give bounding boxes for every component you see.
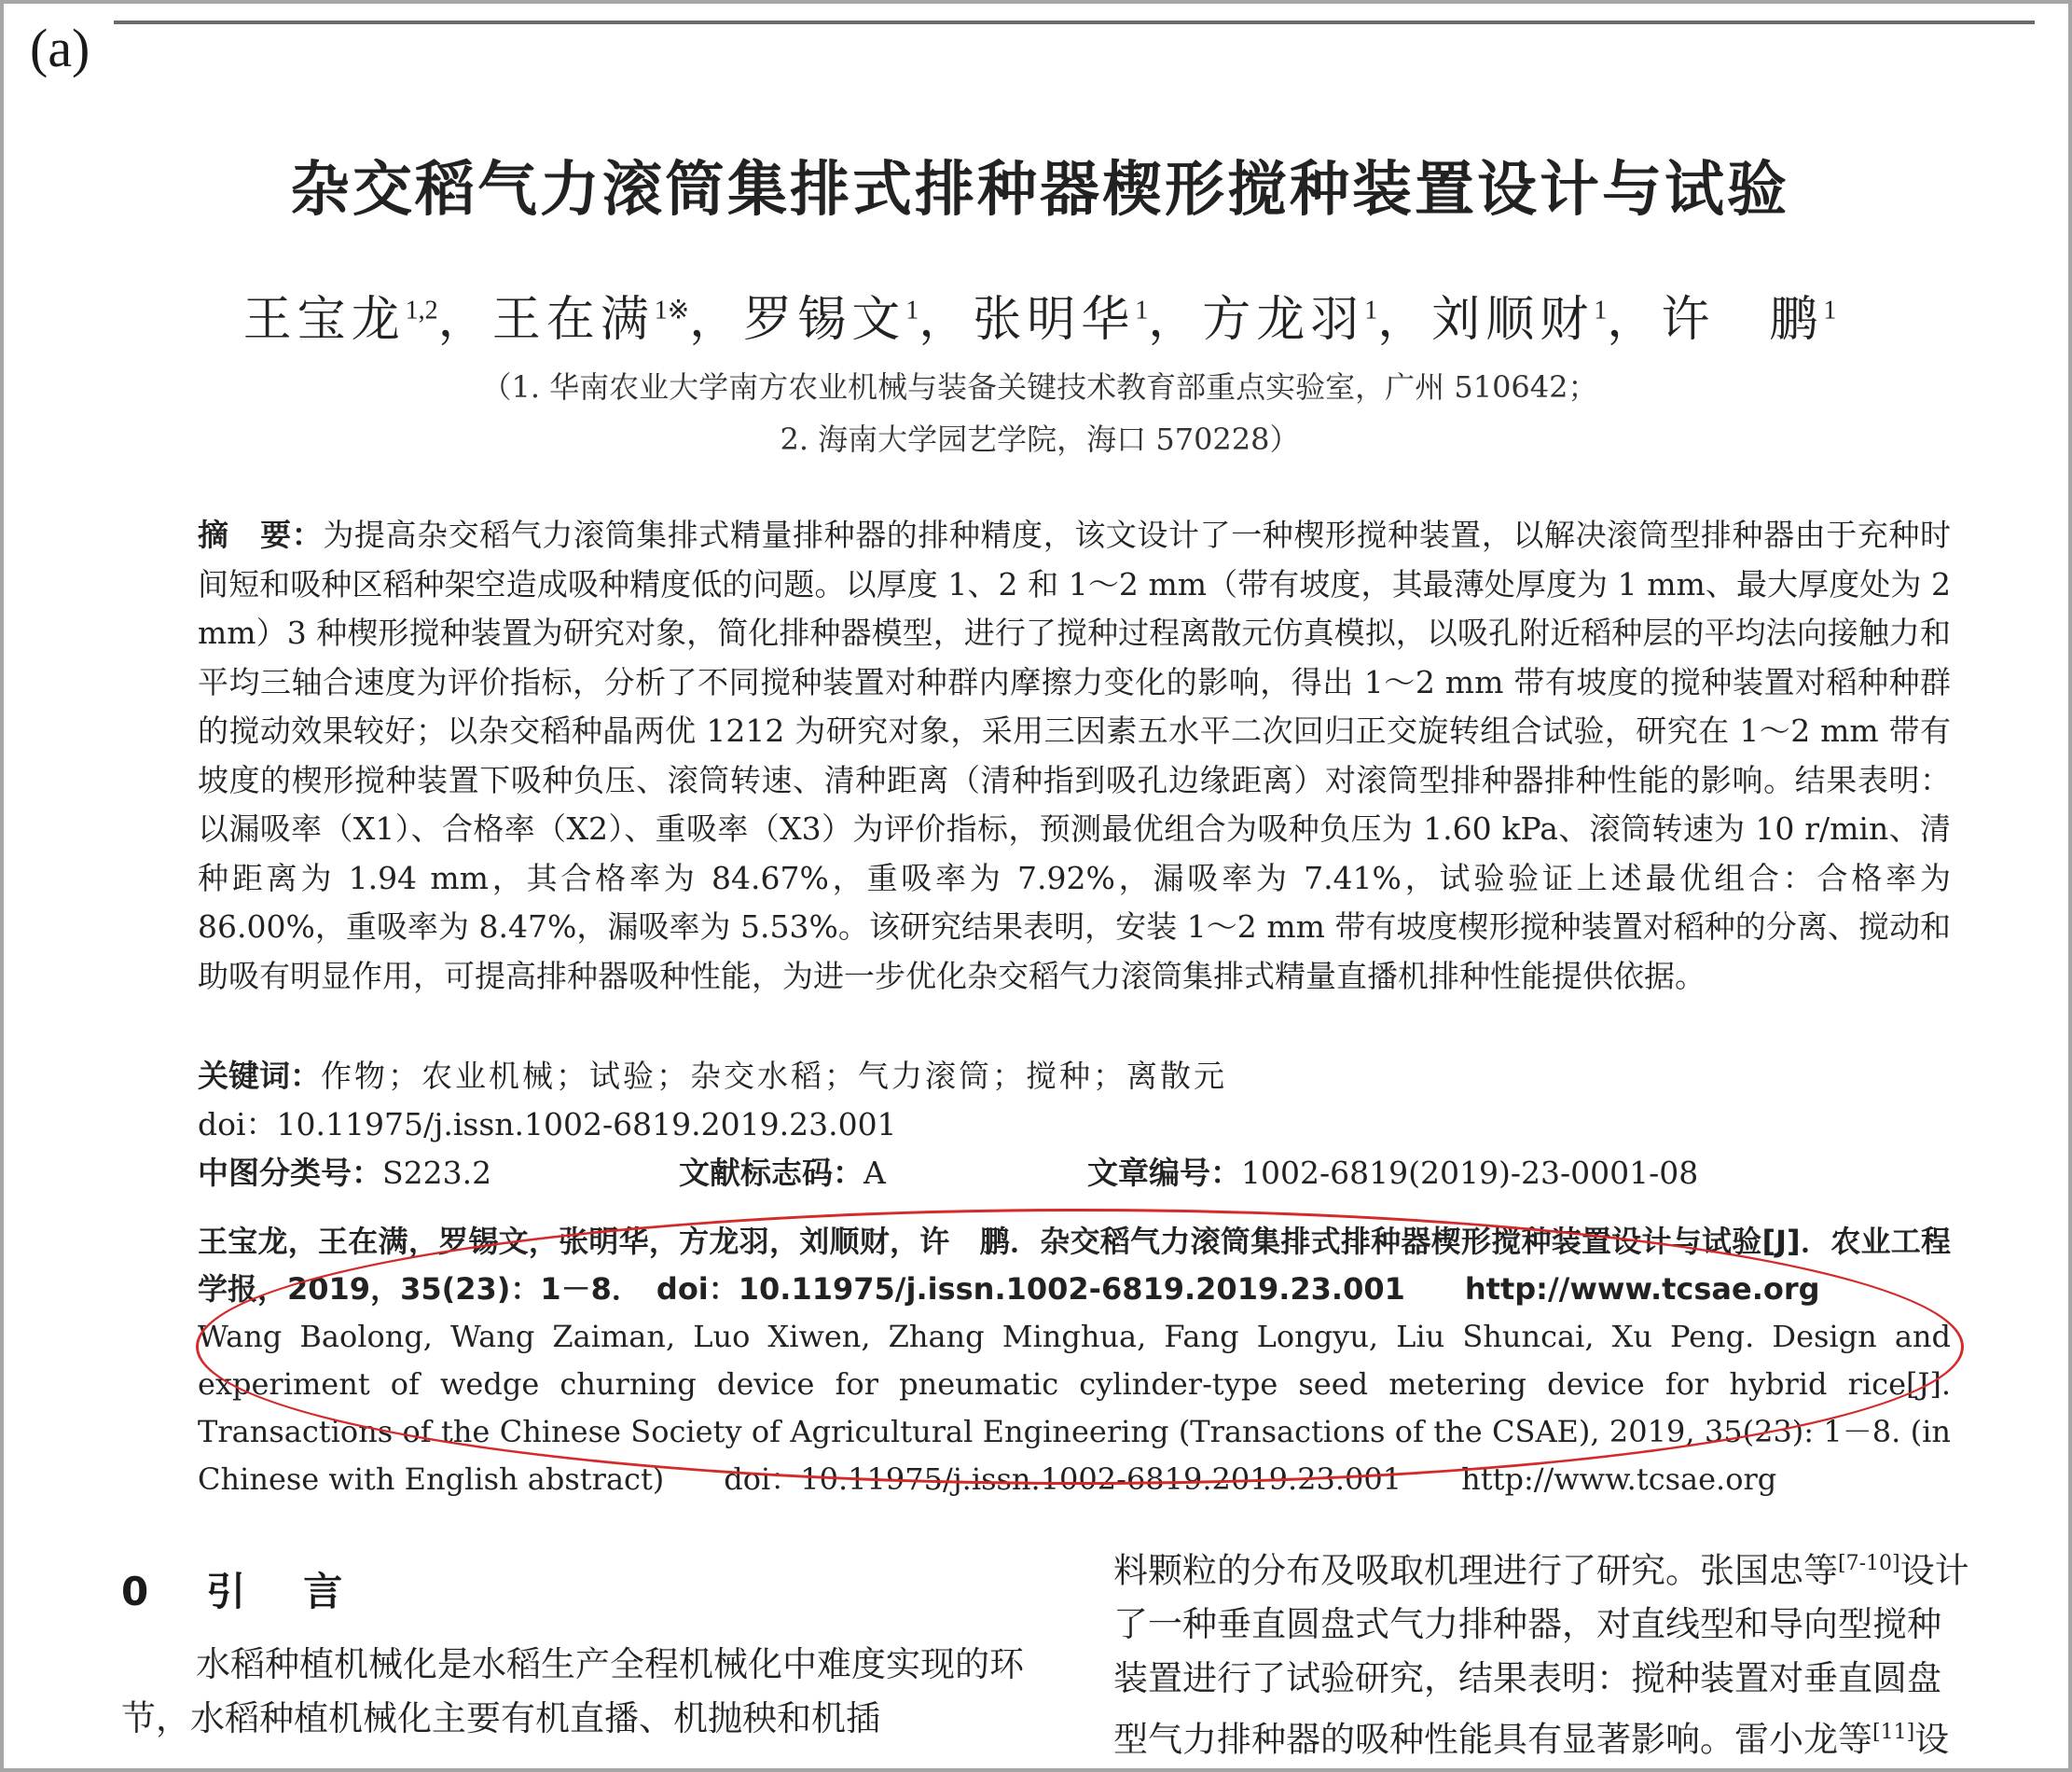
affiliation-1: （1. 华南农业大学南方农业机械与装备关键技术教育部重点实验室，广州 510642； [481,369,1598,405]
author-name: 罗锡文 [743,292,906,348]
right-line-4-tail: 设 [1914,1719,1950,1760]
right-line-1-tail: 设计 [1899,1550,1969,1591]
header-rule [114,21,2035,24]
right-column-line-2: 了一种垂直圆盘式气力排种器，对直线型和导向型搅种 [1113,1604,1941,1645]
clc-label: 中图分类号： [198,1155,382,1191]
author-affiliation-marker: 1 [1135,296,1149,325]
author-separator: ， [1607,292,1662,348]
author-name: 王宝龙 [242,292,406,348]
panel-label: (a) [30,18,90,78]
citation-english: Wang Baolong, Wang Zaiman, Luo Xiwen, Zhang Minghua, Fang Longyu, Liu Shuncai, Xu Peng. Design and experiment of wedge churning device for pneumatic cylinder-type seed metering device for hybrid rice[J]. Transactions of the Chinese Society of Agricultural Engineering (Transactions of the CSAE), 2019, 35(23): 1－8. (in Chinese with English abstract) doi：10.11975/j.issn.1002-6819.2019.23.001 http://www.tcsae.org [198,1319,1951,1497]
article-no-label: 文章编号： [1087,1155,1241,1191]
keywords-label: 关键词： [198,1058,321,1094]
author-separator: ， [437,292,492,348]
right-line-1-text: 料颗粒的分布及吸取机理进行了研究。张国忠等 [1113,1550,1838,1591]
reference-marker-2: [11] [1872,1721,1915,1745]
right-column-line-4 [1113,1706,2027,1766]
doc-code-line [679,1149,886,1193]
author-separator: ， [689,292,744,348]
keywords-line [198,1052,1227,1096]
author-affiliation-marker: 1 [905,296,919,325]
author-list [4,280,2072,350]
right-column-text [1113,1537,2027,1767]
affiliation-2: 2. 海南大学园艺学院，海口 570228） [780,422,1300,457]
doc-code-label: 文献标志码： [679,1155,863,1191]
author-name: 张明华 [973,292,1136,348]
classification-line [198,1149,491,1193]
abstract [198,511,1951,1001]
abstract-text: 为提高杂交稻气力滚筒集排式精量排种器的排种精度，该文设计了一种楔形搅种装置，以解决滚筒型排种器由于充种时间短和吸种区稻种架空造成吸种精度低的问题。以厚度 1、2 和 1～2 mm（带有坡度，其最薄处厚度为 1 mm、最大厚度处为 2 mm）3 种楔形搅种装置为研究对象，简化排种器模型，进行了搅种过程离散元仿真模拟，以吸孔附近稻种层的平均法向接触力和平均三轴合速度为评价指标，分析了不同搅种装置对种群内摩擦力变化的影响，得出 1～2 mm 带有坡度的搅种装置对稻种种群的搅动效果较好；以杂交稻种晶两优 1212 为研究对象，采用三因素五水平二次回归正交旋转组合试验，研究在 1～2 mm 带有坡度的楔形搅种装置下吸种负压、滚筒转速、清种距离（清种指到吸孔边缘距离）对滚筒型排种器排种性能的影响。结果表明：以漏吸率（X1）、合格率（X2）、重吸率（X3）为评价指标，预测最优组合为吸种负压为 1.60 kPa、滚筒转速为 10 r/min、清种距离为 1.94 mm，其合格率为 84.67%，重吸率为 7.92%，漏吸率为 7.41%，试验验证上述最优组合：合格率为 86.00%，重吸率为 8.47%，漏吸率为 5.53%。该研究结果表明，安装 1～2 mm 带有坡度楔形搅种装置对稻种的分离、搅动和助吸有明显作用，可提高排种器吸种性能，为进一步优化杂交稻气力滚筒集排式精量直播机排种性能提供依据。 [198,517,1952,994]
right-column-line-1 [1113,1537,2027,1598]
author-affiliation-marker: 1 [1823,296,1837,325]
citation-chinese: 王宝龙，王在满，罗锡文，张明华，方龙羽，刘顺财，许 鹏．杂交稻气力滚筒集排式排种器楔形搅种装置设计与试验[J]．农业工程学报，2019，35(23)：1－8． doi：10.11975/j.issn.1002-6819.2019.23.001 http://www.tcsae.org [198,1224,1951,1307]
author-name: 王在满 [491,292,655,348]
doi-line: doi：10.11975/j.issn.1002-6819.2019.23.001 [198,1106,897,1142]
author-name: 刘顺财 [1431,292,1595,348]
clc-value: S223.2 [382,1155,492,1191]
author-separator: ， [1148,292,1203,348]
section-heading: 0 引 言 [121,1569,352,1614]
highlight-ellipse [196,1209,1964,1485]
author-name: 方龙羽 [1202,292,1365,348]
left-column-text: 水稻种植机械化是水稻生产全程机械化中难度实现的环节，水稻种植机械化主要有机直播、机抛秧和机插 [121,1644,1024,1738]
abstract-label: 摘 要： [198,517,324,553]
keywords: 作物；农业机械；试验；杂交水稻；气力滚筒；搅种；离散元 [321,1058,1227,1094]
author-affiliation-marker: 1 [1594,296,1608,325]
author-affiliation-marker: 1 [1364,296,1378,325]
author-separator: ， [919,292,974,348]
reference-marker-1: [7-10] [1838,1552,1900,1575]
article-no-line [1087,1149,1698,1193]
author-affiliation-marker: 1※ [654,296,690,325]
author-affiliation-marker: 1,2 [405,296,438,325]
article-no-value: 1002-6819(2019)-23-0001-08 [1241,1155,1699,1191]
right-column-line-3: 装置进行了试验研究，结果表明：搅种装置对垂直圆盘 [1113,1658,1941,1699]
doc-code-value: A [863,1155,886,1191]
right-line-4-text: 型气力排种器的吸种性能具有显著影响。雷小龙等 [1113,1719,1872,1760]
author-separator: ， [1377,292,1432,348]
paper-title: 杂交稻气力滚筒集排式排种器楔形搅种装置设计与试验 [290,156,1789,225]
author-name: 许 鹏 [1661,292,1824,348]
